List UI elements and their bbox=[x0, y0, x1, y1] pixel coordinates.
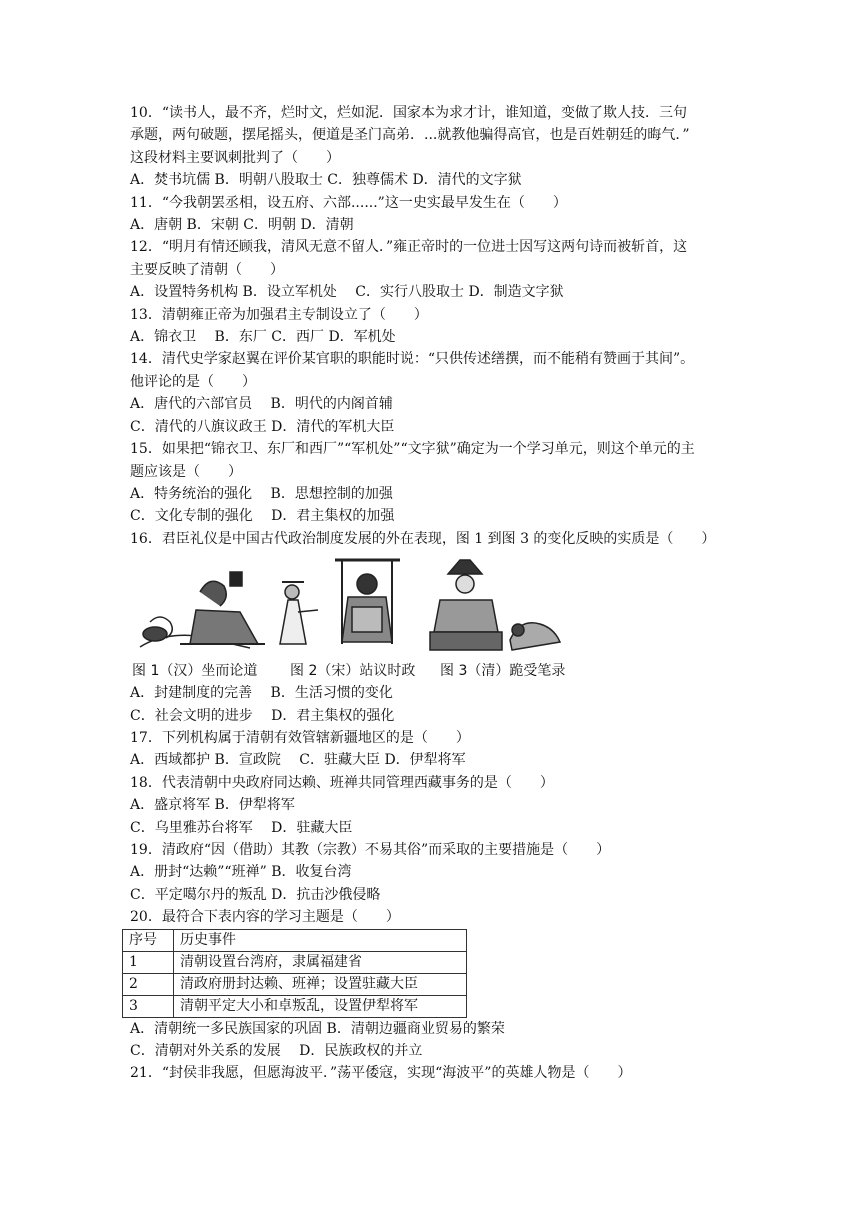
table-row bbox=[123, 973, 467, 995]
text-line: 这段材料主要讽刺批判了（ ） bbox=[130, 149, 340, 166]
text-line: A．唐朝 B．宋朝 C．明朝 D．清朝 bbox=[130, 217, 354, 234]
text-line: 13．清朝雍正帝为加强君主专制设立了（ ） bbox=[130, 306, 428, 323]
text-line: C．平定噶尔丹的叛乱 D．抗击沙俄侵略 bbox=[130, 886, 381, 903]
text-line: A．锦衣卫 B．东厂 C．西厂 D．军机处 bbox=[130, 329, 396, 346]
text-line: C．清朝对外关系的发展 D．民族政权的并立 bbox=[130, 1043, 423, 1059]
table-cell: 3 bbox=[123, 995, 174, 1017]
text-line: C．清代的八旗议政王 D．清代的军机大臣 bbox=[130, 418, 395, 435]
text-line: C．文化专制的强化 D．君主集权的加强 bbox=[130, 508, 395, 525]
table-row bbox=[123, 951, 467, 973]
text-line: A．册封“达赖”“班禅” B．收复台湾 bbox=[130, 864, 352, 881]
text-line: 主要反映了清朝（ ） bbox=[130, 261, 284, 278]
text-line: 17．下列机构属于清朝有效管辖新疆地区的是（ ） bbox=[130, 729, 470, 746]
etiquette-illustration bbox=[130, 552, 575, 660]
text-line: 18．代表清朝中央政府同达赖、班禅共同管理西藏事务的是（ ） bbox=[130, 774, 554, 791]
table-header-cell: 序号 bbox=[123, 929, 174, 951]
text-line: 他评论的是（ ） bbox=[130, 373, 256, 390]
text-line: A．设置特务机构 B．设立军机处 C．实行八股取士 D．制造文字狱 bbox=[130, 284, 564, 301]
events-table bbox=[122, 929, 467, 1018]
table-header-cell: 历史事件 bbox=[174, 929, 467, 951]
table-row bbox=[123, 995, 467, 1017]
table-header-row bbox=[123, 929, 467, 951]
text-line: 12．“明月有情还顾我，清风无意不留人．”雍正帝时的一位进士因写这两句诗而被斩首，这 bbox=[130, 239, 688, 256]
text-line: A．特务统治的强化 B．思想控制的加强 bbox=[130, 485, 393, 502]
questions-16-20 bbox=[130, 682, 740, 928]
questions-20-21 bbox=[130, 1018, 740, 1085]
table-cell: 清朝设置台湾府，隶属福建省 bbox=[174, 951, 467, 973]
text-line: A．封建制度的完善 B．生活习惯的变化 bbox=[130, 685, 393, 702]
text-line: 10．“读书人，最不齐，烂时文，烂如泥．国家本为求才计，谁知道，变做了欺人技．三句 bbox=[130, 105, 687, 121]
text-line: 14．清代史学家赵翼在评价某官职的职能时说：“只供传述缮撰，而不能稍有赞画于其间”。 bbox=[130, 351, 695, 368]
text-line: A．清朝统一多民族国家的巩固 B．清朝边疆商业贸易的繁荣 bbox=[130, 1020, 505, 1037]
table-cell: 清朝平定大小和卓叛乱，设置伊犁将军 bbox=[174, 995, 467, 1017]
etiquette-figure bbox=[130, 552, 575, 682]
text-line: 11．“今我朝罢丞相，设五府、六部......”这一史实最早发生在（ ） bbox=[130, 194, 567, 211]
text-line: 16．君臣礼仪是中国古代政治制度发展的外在表现，图 1 到图 3 的变化反映的实质是（ ） bbox=[130, 530, 716, 547]
text-line: 15．如果把“锦衣卫、东厂和西厂”“军机处”“文字狱”确定为一个学习单元，则这个单元的主 bbox=[130, 441, 695, 458]
table-cell: 清政府册封达赖、班禅；设置驻藏大臣 bbox=[174, 973, 467, 995]
exam-page bbox=[130, 102, 740, 1085]
text-line: A．焚书坑儒 B．明朝八股取士 C．独尊儒术 D．清代的文字狱 bbox=[130, 172, 522, 189]
table-cell: 1 bbox=[123, 951, 174, 973]
figure-3-drawing bbox=[430, 560, 560, 650]
text-line: 承题，两句破题，摆尾摇头，便道是圣门高弟．...就教他骗得高官，也是百姓朝廷的晦气．” bbox=[130, 127, 690, 144]
text-line: C．乌里雅苏台将军 D．驻藏大臣 bbox=[130, 819, 353, 836]
figure-1-caption: 图 1（汉）坐而论道 bbox=[132, 663, 258, 680]
questions-10-16 bbox=[130, 102, 740, 550]
text-line: A．唐代的六部官员 B．明代的内阁首辅 bbox=[130, 396, 393, 413]
text-line: 题应该是（ ） bbox=[130, 463, 242, 480]
figure-2-drawing bbox=[280, 560, 400, 644]
table-cell: 2 bbox=[123, 973, 174, 995]
text-line: A．西域都护 B．宣政院 C．驻藏大臣 D．伊犁将军 bbox=[130, 752, 466, 769]
text-line: 20．最符合下表内容的学习主题是（ ） bbox=[130, 909, 400, 926]
text-line: C．社会文明的进步 D．君主集权的强化 bbox=[130, 707, 395, 724]
text-line: 21．“封侯非我愿，但愿海波平．”荡平倭寇，实现“海波平”的英雄人物是（ ） bbox=[130, 1065, 632, 1082]
text-line: 19．清政府“因（借助）其教（宗教）不易其俗”而采取的主要措施是（ ） bbox=[130, 841, 611, 858]
figure-1-drawing bbox=[140, 572, 265, 648]
text-line: A．盛京将军 B．伊犁将军 bbox=[130, 797, 295, 814]
figure-3-caption: 图 3（清）跪受笔录 bbox=[440, 663, 566, 680]
figure-2-caption: 图 2（宋）站议时政 bbox=[290, 663, 416, 680]
